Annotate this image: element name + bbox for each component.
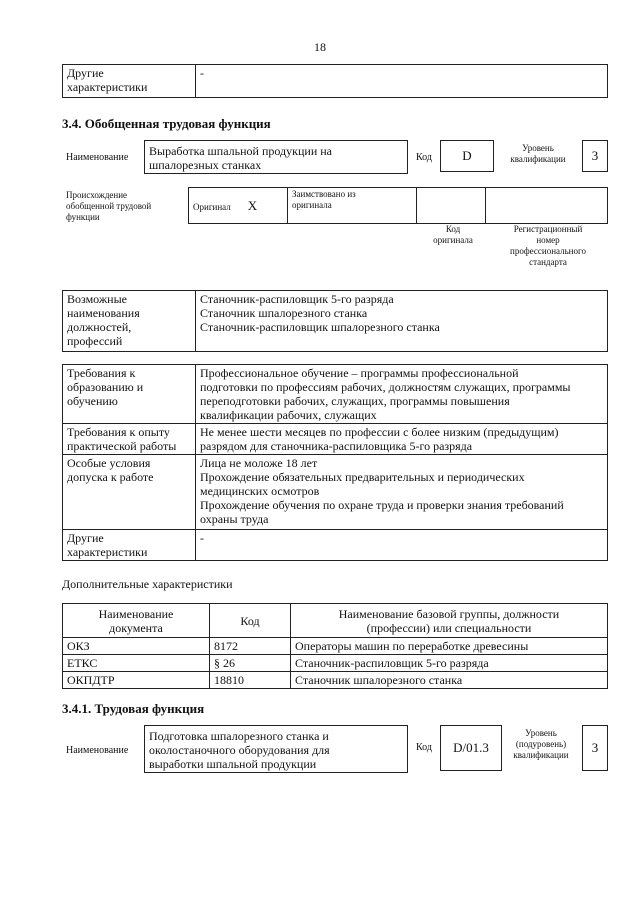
top-other-table [62,64,608,98]
section-title-3-4-1: 3.4.1. Трудовая функция [62,701,205,716]
labor-function-code-label: Код [416,742,432,753]
name-label: Наименование [66,152,129,163]
experience-label: Требования к опыту практической работы [63,424,196,455]
top-other-label: Другие характеристики [63,65,196,98]
origin-label: Происхождение обобщенной трудовой функции [66,190,152,222]
table-row: ОКЗ 8172 Операторы машин по переработке древесины [63,638,608,655]
original-mark: X [247,197,258,213]
other-characteristics-label: Другие характеристики [63,530,196,561]
header-group: Наименование базовой группы, должности (профессии) или специальности [291,604,608,638]
function-name-box: Выработка шпальной продукции на шпалорезных станках [144,140,408,174]
header-code: Код [210,604,291,638]
special-conditions-label: Особые условия допуска к работе [63,455,196,530]
header-document: Наименование документа [63,604,210,638]
original-code-caption: Код оригинала [433,224,473,245]
positions-label: Возможные наименования должностей, профессий [63,291,196,352]
requirements-table [62,364,608,561]
other-characteristics-value: - [196,530,608,561]
special-conditions-value: Лица не моложе 18 лет Прохождение обязательных предварительных и периодических медицинских осмотров Прохождение обучения по охране труда и проверки знания требований охраны труда [196,455,608,530]
additional-characteristics-title: Дополнительные характеристики [62,577,233,591]
page-number: 18 [314,40,326,54]
code-value-box: D [440,140,494,172]
origin-table [188,187,608,224]
table-row: ОКПДТР 18810 Станочник шпалорезного станка [63,672,608,689]
education-value: Профессиональное обучение – программы профессиональной подготовки по профессиям рабочих, должностям служащих, программы переподготовки рабочих, служащих, программы повышения квалификации рабочих, служащих [196,365,608,424]
experience-value: Не менее шести месяцев по профессии с более низким (предыдущим) разрядом для станочника-распиловщика 5-го разряда [196,424,608,455]
section-title-3-4: 3.4. Обобщенная трудовая функция [62,116,271,131]
additional-characteristics-table [62,603,608,689]
positions-list [196,291,608,352]
position-item: Станочник-распиловщик шпалорезного станка [200,320,440,334]
labor-function-name-box: Подготовка шпалорезного станка и околостаночного оборудования для выработки шпальной продукции [144,725,408,773]
position-item: Станочник шпалорезного станка [200,306,368,320]
registration-number-cell [486,188,608,224]
code-label: Код [416,152,432,163]
level-value-box: 3 [582,140,608,172]
level-label: Уровень квалификации [510,143,566,164]
position-item: Станочник-распиловщик 5-го разряда [200,292,394,306]
borrowed-cell: Заимствовано из оригинала [288,188,417,224]
table-row: ЕТКС § 26 Станочник-распиловщик 5-го разряда [63,655,608,672]
labor-function-level-box: 3 [582,725,608,771]
top-other-value: - [196,65,608,98]
education-label: Требования к образованию и обучению [63,365,196,424]
labor-function-code-box: D/01.3 [440,725,502,771]
labor-function-name-label: Наименование [66,745,129,756]
original-cell: Оригинал X [189,188,288,224]
original-code-cell [417,188,486,224]
registration-number-caption: Регистрационный номер профессионального стандарта [510,224,586,267]
positions-table [62,290,608,352]
labor-function-level-label: Уровень (подуровень) квалификации [513,728,569,760]
